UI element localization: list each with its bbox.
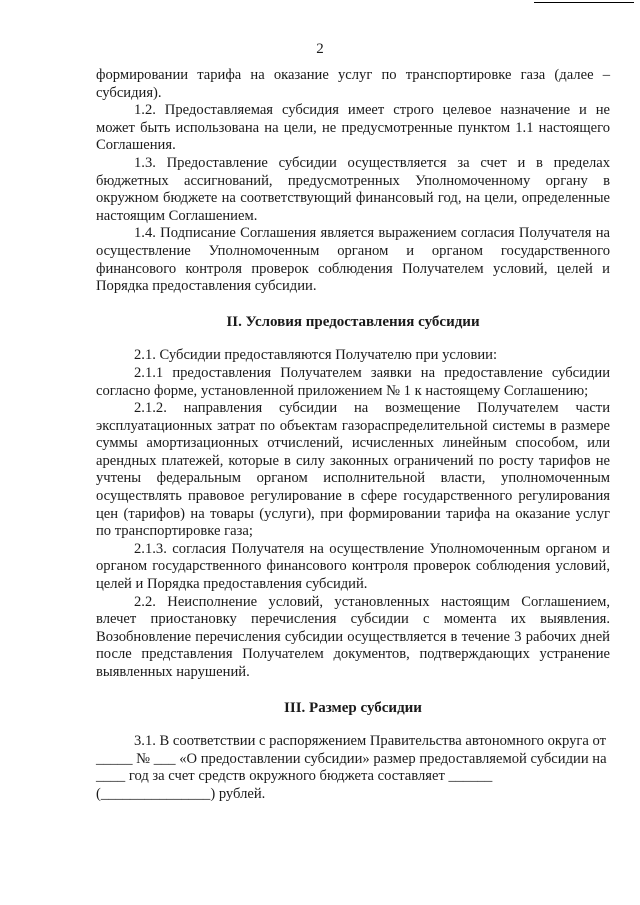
paragraph-1-2: 1.2. Предоставляемая субсидия имеет строго целевое назначение и не может быть использована на цели, не предусмотренные пунктом 1.1 настоящего Соглашения. xyxy=(96,102,610,154)
paragraph-1-3: 1.3. Предоставление субсидии осуществляется за счет и в пределах бюджетных ассигнований, предусмотренных Уполномоченному органу в окружном бюджете на соответствующий финансовый год, на цели, определенные настоящим Соглашением. xyxy=(96,154,610,224)
paragraph-1-4: 1.4. Подписание Соглашения является выражением согласия Получателя на осуществление Уполномоченным органом и органом государственного финансового контроля проверок соблюдения Получателем условий, целей и Порядка предоставления субсидии. xyxy=(96,225,610,295)
paragraph-2-1-2: 2.1.2. направления субсидии на возмещение Получателем части эксплуатационных затрат по объектам газораспределительной системы в размере суммы амортизационных отчислений, исчисленных линейным способом, или арендных платежей, которые в силу законных ограничений по росту тарифов не учтены федеральным органом исполнительной власти, уполномоченным осуществлять правовое регулирование в сфере государственного регулирования цен (тарифов) на товары (услуги), при формировании тарифа на оказание услуг по транспортировке газа; xyxy=(96,400,610,540)
top-rule xyxy=(534,2,634,3)
paragraph-3-1: 3.1. В соответствии с распоряжением Правительства автономного округа от _____ № ___ «О предоставлении субсидии» размер предоставляемой субсидии на ____ год за счет средств окружного бюджета составляет ______ (_______________) рублей. xyxy=(96,733,607,802)
paragraph-2-2: 2.2. Неисполнение условий, установленных настоящим Соглашением, влечет приостановку перечисления субсидии с момента их выявления. Возобновление перечисления субсидии осуществляется в течение 3 рабочих дней после представления Получателем документов, подтверждающих устранение выявленных нарушений. xyxy=(96,593,610,680)
paragraph-2-1-1: 2.1.1 предоставления Получателем заявки на предоставление субсидии согласно форме, установленной приложением № 1 к настоящему Соглашению; xyxy=(96,364,610,399)
paragraph-2-1-3: 2.1.3. согласия Получателя на осуществление Уполномоченным органом и органом государственного финансового контроля проверок соблюдения условий, целей и Порядка предоставления субсидий. xyxy=(96,540,610,593)
section-heading-2: II. Условия предоставления субсидии xyxy=(226,313,480,330)
paragraph-continuation: формировании тарифа на оказание услуг по транспортировке газа (далее – субсидия). xyxy=(96,67,610,101)
section-heading-3: III. Размер субсидии xyxy=(284,699,422,716)
page-number: 2 xyxy=(316,41,324,57)
paragraph-2-1: 2.1. Субсидии предоставляются Получателю при условии: xyxy=(134,347,498,364)
document-body xyxy=(96,67,610,804)
